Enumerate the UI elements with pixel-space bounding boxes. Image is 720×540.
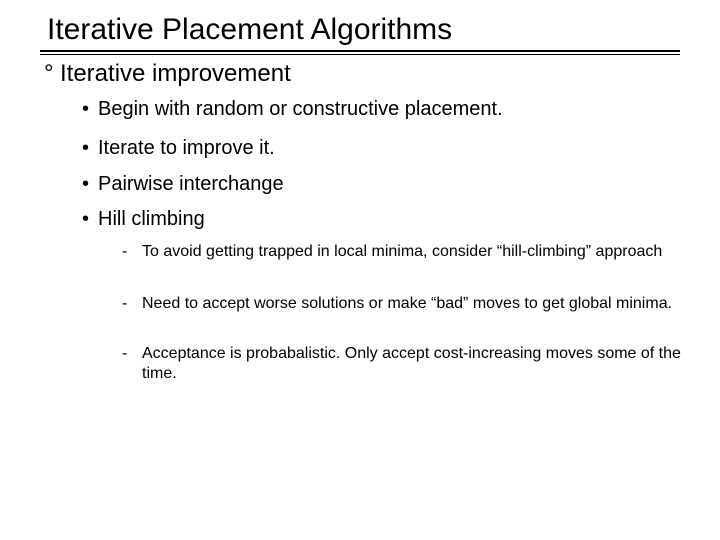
dash-bullet-icon: - — [122, 243, 128, 260]
sub-bullet-text: Pairwise interchange — [98, 173, 284, 195]
degree-bullet-icon: ° — [44, 60, 54, 87]
sub-bullet — [82, 171, 284, 197]
detail-bullet — [122, 242, 682, 262]
detail-bullet-text: Acceptance is probabalistic. Only accept cost-increasing moves some of the time. — [142, 345, 681, 382]
detail-bullet — [122, 344, 682, 384]
dot-bullet-icon: • — [82, 98, 90, 120]
dot-bullet-icon: • — [82, 137, 90, 159]
detail-bullet — [122, 294, 682, 314]
dash-bullet-icon: - — [122, 295, 128, 312]
detail-bullet-text: To avoid getting trapped in local minima, consider “hill-climbing” approach — [142, 243, 663, 260]
detail-bullet-text: Need to accept worse solutions or make “bad” moves to get global minima. — [142, 295, 673, 312]
dot-bullet-icon: • — [82, 208, 90, 230]
sub-bullet — [82, 206, 205, 232]
dot-bullet-icon: • — [82, 173, 90, 195]
sub-bullet-text: Hill climbing — [98, 208, 205, 230]
title-divider — [40, 50, 680, 55]
slide-title: Iterative Placement Algorithms — [47, 13, 453, 46]
main-bullet-text: Iterative improvement — [60, 60, 291, 87]
sub-bullet-text: Iterate to improve it. — [98, 137, 275, 159]
sub-bullet-text: Begin with random or constructive placement. — [98, 98, 503, 120]
sub-bullet — [82, 135, 275, 161]
main-bullet — [44, 58, 291, 90]
dash-bullet-icon: - — [122, 345, 128, 362]
sub-bullet — [82, 96, 503, 122]
